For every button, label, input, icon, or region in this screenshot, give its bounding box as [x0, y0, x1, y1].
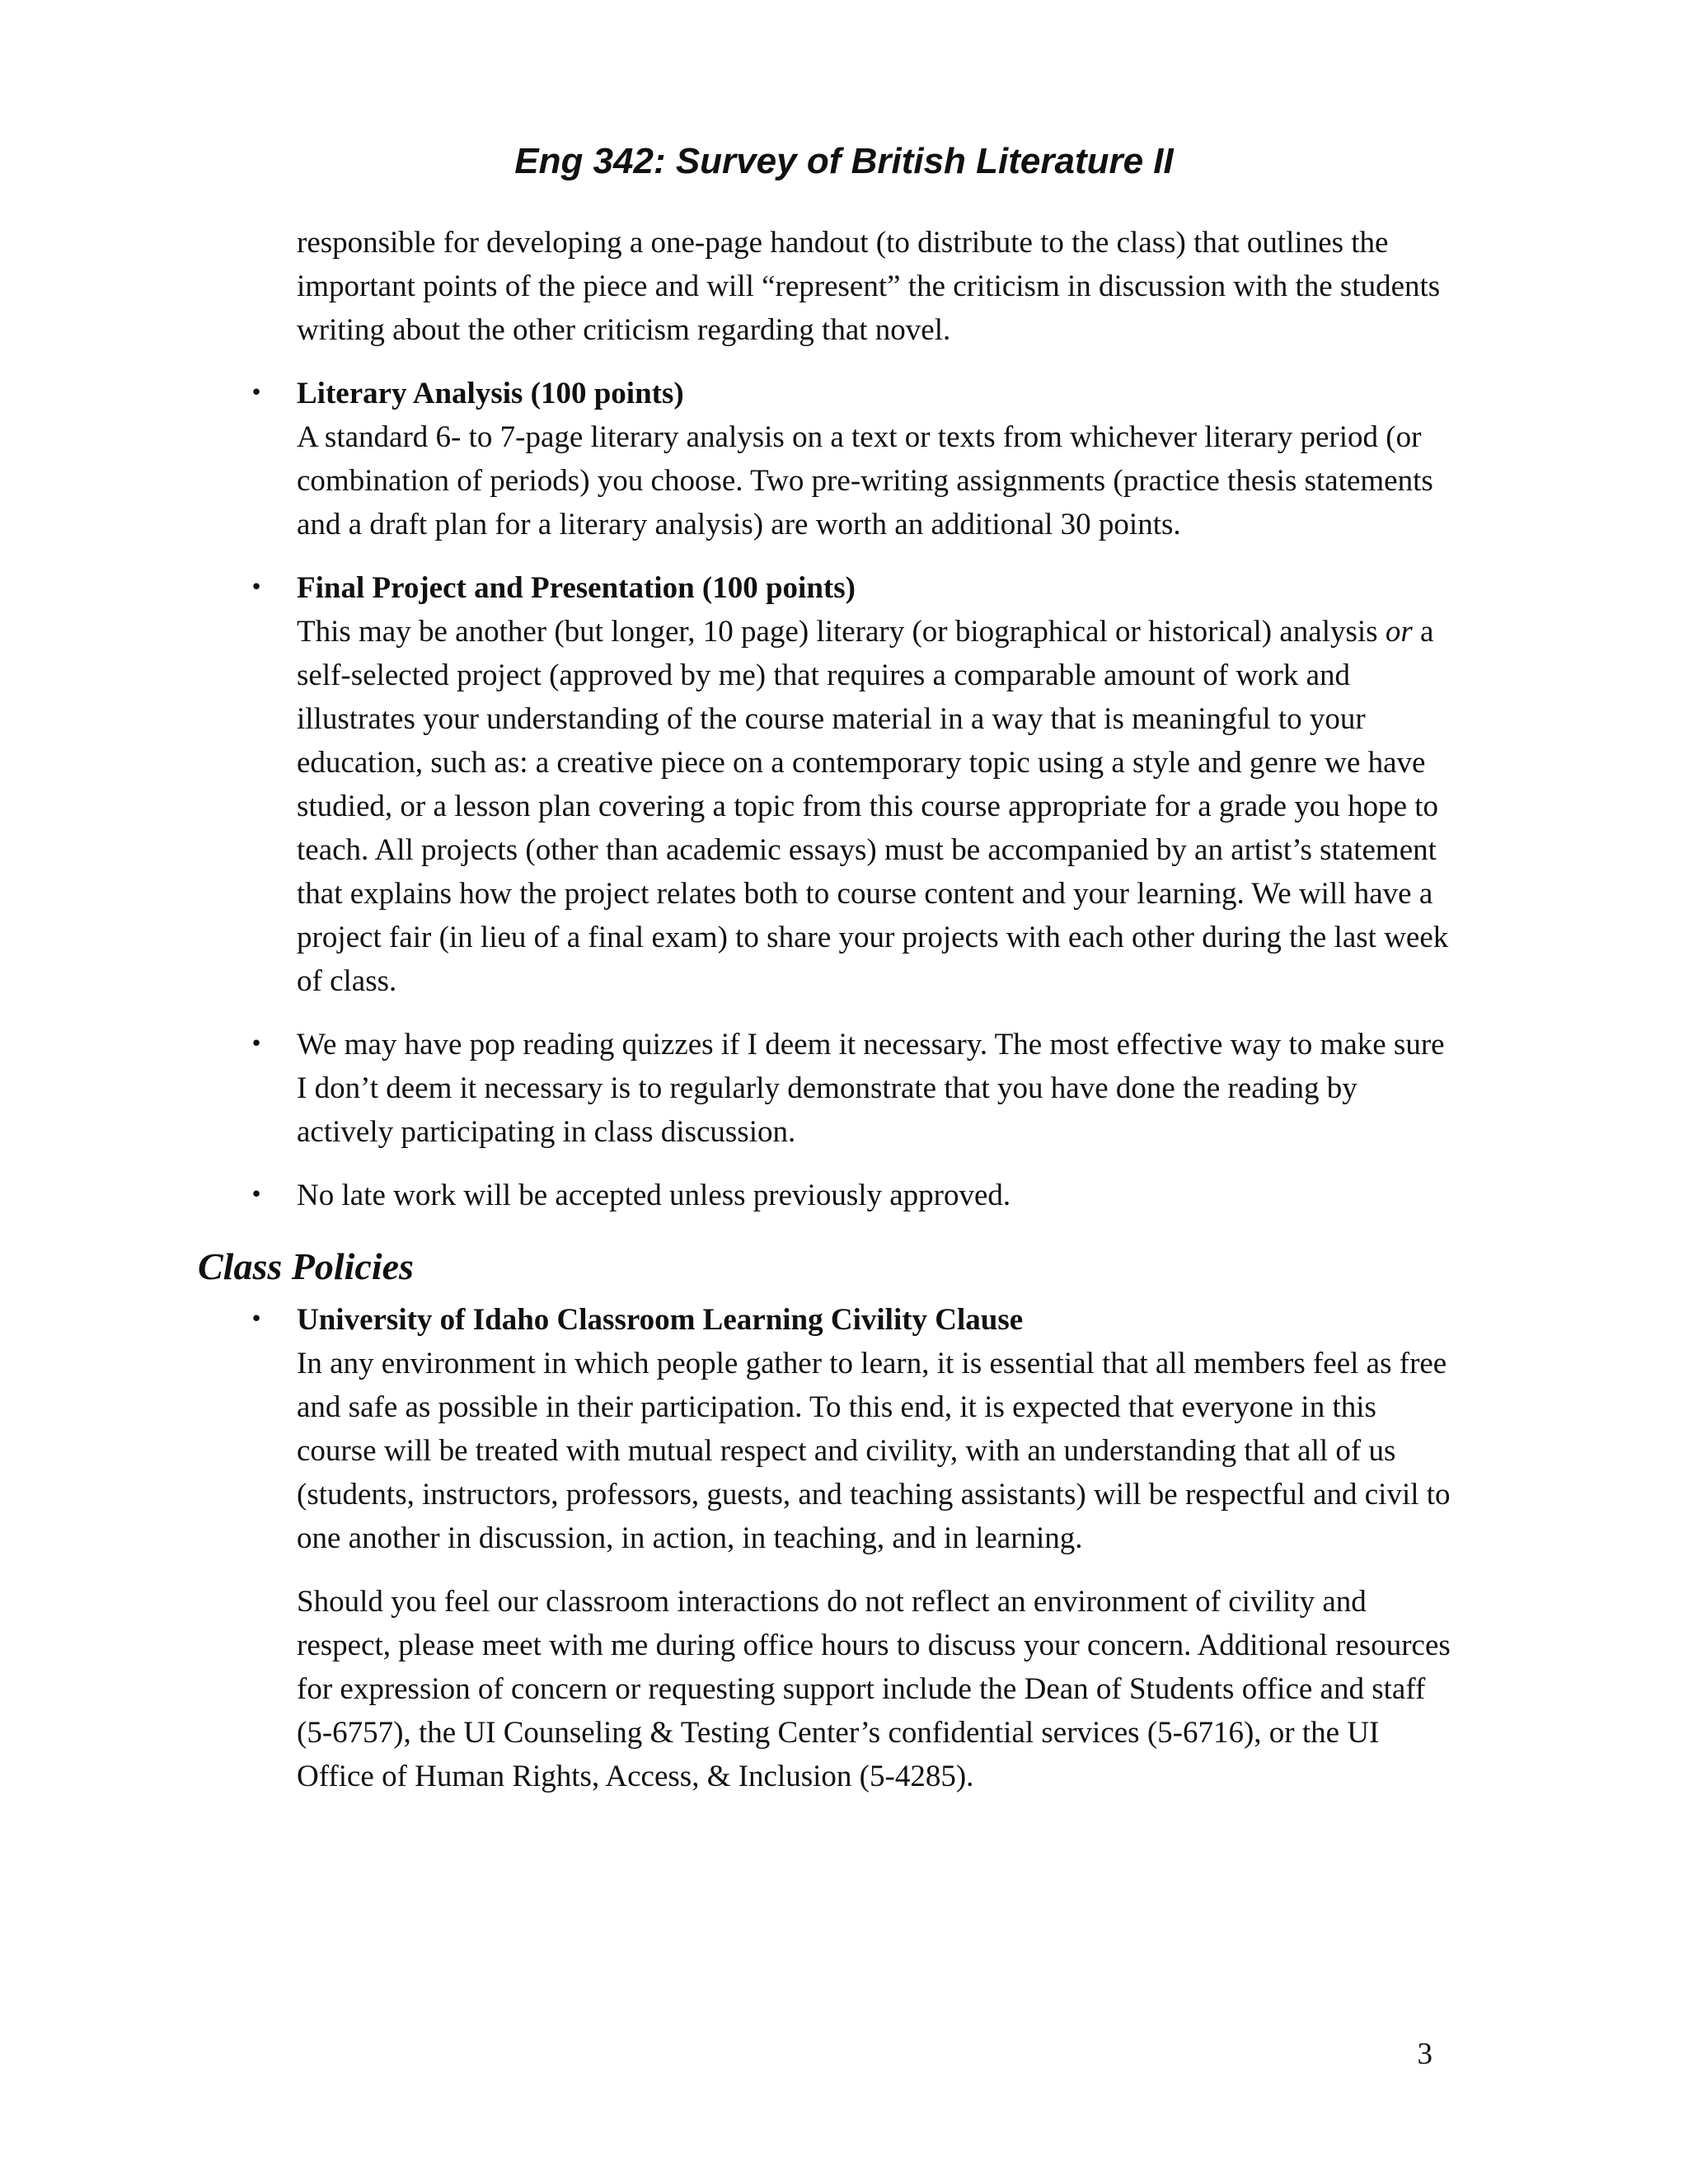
- class-policies-heading: Class Policies: [198, 1245, 414, 1287]
- bullet-icon: •: [250, 575, 263, 600]
- pop-quizzes-text: We may have pop reading quizzes if I deem it necessary. The most effective way to make sure I don’t deem it necessary is to regularly demonstrate that you have done the reading by actively participating in class discussion.: [297, 1028, 1445, 1149]
- list-item-final-project: [198, 566, 1451, 1003]
- civility-clause-paragraph-1: In any environment in which people gather to learn, it is essential that all members feel as free and safe as possible in their participation. To this end, it is expected that everyone in this course will be treated with mutual respect and civility, with an understanding that all of us (students, instructors, professors, guests, and teaching assistants) will be respectful and civil to one another in discussion, in action, in teaching, and in learning.: [297, 1347, 1451, 1555]
- bullet-icon: •: [250, 381, 263, 405]
- page-content: [198, 221, 1451, 1798]
- final-project-text-part1: This may be another (but longer, 10 page) literary (or biographical or historical) analysis: [297, 615, 1386, 649]
- final-project-text-emphasis: or: [1385, 615, 1413, 649]
- final-project-title: Final Project and Presentation (100 points): [297, 571, 856, 605]
- bullet-icon: •: [250, 1307, 263, 1332]
- literary-analysis-text: A standard 6- to 7-page literary analysis on a text or texts from whichever literary period (or combination of periods) you choose. Two pre-writing assignments (practice thesis statements and a draft plan for a literary analysis) are worth an additional 30 points.: [297, 420, 1433, 541]
- late-work-text: No late work will be accepted unless previously approved.: [297, 1179, 1011, 1212]
- list-item-civility-clause: [198, 1298, 1451, 1798]
- civility-clause-paragraph-2: Should you feel our classroom interactions do not reflect an environment of civility and respect, please meet with me during office hours to discuss your concern. Additional resources for expression of concern or requesting support include the Dean of Students office and staff (5-6757), the UI Counseling & Testing Center’s confidential services (5-6716), or the UI Office of Human Rights, Access, & Inclusion (5-4285).: [297, 1585, 1451, 1793]
- final-project-text-part2: a self-selected project (approved by me) that requires a comparable amount of work and illustrates your understanding of the course material in a way that is meaningful to your education, such as: a creative piece on a contemporary topic using a style and genre we have studied, or a lesson plan covering a topic from this course appropriate for a grade you hope to teach. All projects (other than academic essays) must be accompanied by an artist’s statement that explains how the project relates both to course content and your learning. We will have a project fair (in lieu of a final exam) to share your projects with each other during the last week of class.: [297, 615, 1449, 998]
- continued-paragraph: responsible for developing a one-page handout (to distribute to the class) that outlines the important points of the piece and will “represent” the criticism in discussion with the students writing about the other criticism regarding that novel.: [297, 226, 1441, 347]
- continued-paragraph-block: [198, 221, 1451, 352]
- list-item-literary-analysis: [198, 372, 1451, 546]
- bullet-icon: •: [250, 1032, 263, 1057]
- page-number: 3: [1417, 2037, 1432, 2071]
- final-project-text: [297, 610, 1451, 1003]
- bullet-icon: •: [250, 1183, 263, 1207]
- civility-clause-title: University of Idaho Classroom Learning Civility Clause: [297, 1303, 1024, 1337]
- page-header-title: Eng 342: Survey of British Literature II: [514, 141, 1174, 181]
- literary-analysis-title: Literary Analysis (100 points): [297, 377, 684, 410]
- list-item-late-work: [198, 1174, 1451, 1217]
- list-item-pop-quizzes: [198, 1023, 1451, 1154]
